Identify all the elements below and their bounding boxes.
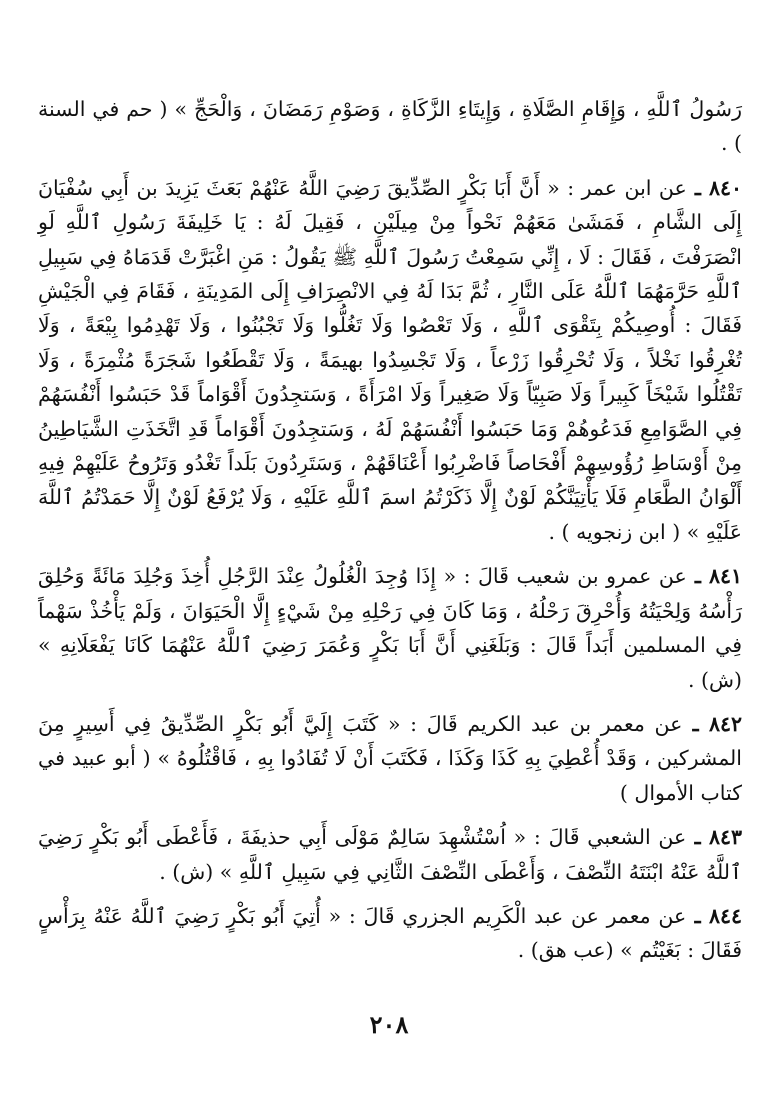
- hadith-844: ٨٤٤ ـ عن معمر عن عبد الْكَرِيم الجزري قَالَ : « أُتِيَ أَبُو بَكْرٍ رَضِيَ ٱللَّهُ عَنْهُ بِرَأْسٍ فَقَالَ : بَغَيْتُم » (عب هق) .: [38, 903, 743, 963]
- page-body: [38, 92, 742, 1072]
- hadith-text: عن عمرو بن شعيب قَالَ : « إِذَا وُجِدَ الْغُلُولُ عِنْدَ الرَّجُلِ أُخِذَ وَجُلِدَ مَائَةً وَحُلِقَ رَأْسُهُ وَلِحْيَتُهُ وَأُحْرِقَ رَحْلُهُ ، وَمَا كَانَ فِي رَحْلِهِ مِنْ شَيْءٍ إِلَّا الْحَيَوَانَ ، وَلَمْ يَأْخُذْ سَهْماً فِي المسلمين أَبَداً قَالَ : وَبَلَغَنِي أَنَّ أَبَا بَكْرٍ وَعُمَرَ رَضِيَ ٱللَّهُ عَنْهُمَا كَانَا يَفْعَلَانِهِ » (ش) .: [38, 564, 742, 692]
- hadith-number: ٨٤٤: [708, 903, 743, 928]
- page-number: ٢٠٨: [369, 1010, 409, 1039]
- hadith-number: ٨٤٣: [708, 825, 742, 850]
- hadith-number: ٨٤١: [708, 564, 743, 589]
- hadith-number: ٨٤٠: [708, 175, 743, 200]
- opening-paragraph: رَسُولُ ٱللَّهِ ، وَإِقَامِ الصَّلَاةِ ، وَإِيتَاءِ الزَّكَاةِ ، وَصَوْمِ رَمَضَانَ ، وَالْحَجِّ » ( حم في السنة ) .: [38, 97, 742, 156]
- hadith-text: عن معمر عن عبد الْكَرِيم الجزري قَالَ : « أُتِيَ أَبُو بَكْرٍ رَضِيَ ٱللَّهُ عَنْهُ بِرَأْسٍ فَقَالَ : بَغَيْتُم » (عب هق) .: [38, 903, 742, 963]
- hadith-842: ٨٤٢ ـ عن معمر بن عبد الكريم قَالَ : « كَتَبَ إِلَيَّ أَبُو بَكْرٍ الصِّدِّيقُ فِي أَسِيرٍ مِنَ المشركين ، وَقَدْ أُعْطِيَ بِهِ كَذَا وَكَذَا ، فَكَتَبَ أَنْ لَا تُفَادُوا بِهِ ، فَاقْتُلُوهُ » ( أبو عبيد في كتاب الأموال ): [38, 711, 742, 805]
- hadith-841: ٨٤١ ـ عن عمرو بن شعيب قَالَ : « إِذَا وُجِدَ الْغُلُولُ عِنْدَ الرَّجُلِ أُخِذَ وَجُلِدَ مَائَةً وَحُلِقَ رَأْسُهُ وَلِحْيَتُهُ وَأُحْرِقَ رَحْلُهُ ، وَمَا كَانَ فِي رَحْلِهِ مِنْ شَيْءٍ إِلَّا الْحَيَوَانَ ، وَلَمْ يَأْخُذْ سَهْماً فِي المسلمين أَبَداً قَالَ : وَبَلَغَنِي أَنَّ أَبَا بَكْرٍ وَعُمَرَ رَضِيَ ٱللَّهُ عَنْهُمَا كَانَا يَفْعَلَانِهِ » (ش) .: [38, 564, 743, 692]
- hadith-text: عن ابن عمر : « أَنَّ أَبَا بَكْرٍ الصِّدِّيقَ رَضِيَ اللَّهُ عَنْهُمْ بَعَثَ يَزِيدَ بن أَبِي سُفْيَانَ إِلَى الشَّامِ ، فَمَشَىٰ مَعَهُمْ نَحْواً مِنْ مِيلَيْنِ ، فَقِيلَ لَهُ : يَا خَلِيفَةَ رَسُولِ ٱللَّهِ لَوِ انْصَرَفْتَ ، فَقَالَ : لَا ، إِنِّي سَمِعْتُ رَسُولَ ٱللَّهِ ﷺ يَقُولُ : مَنِ اغْبَرَّتْ قَدَمَاهُ فِي سَبِيلِ ٱللَّهِ حَرَّمَهُمَا ٱللَّهُ عَلَى النَّارِ ، ثُمَّ بَدَا لَهُ فِي الانْصِرَافِ إِلَى المَدِينَةِ ، فَقَامَ فِي الْجَيْشِ فَقَالَ : أُوصِيكُمْ بِتَقْوَى ٱللَّهِ ، وَلَا تَعْصُوا وَلَا تَغُلُّوا وَلَا تَجْبُنُوا ، وَلَا تَهْدِمُوا بِيْعَةً ، وَلَا تُغْرِقُوا نَخْلاً ، وَلَا تُحْرِقُوا زَرْعاً ، وَلَا تَجْسِدُوا بهيمَةً ، وَلَا تَقْطَعُوا شَجَرَةً مُثْمِرَةً ، وَلَا تَقْتُلُوا شَيْخَاً كَبِيراً وَلَا صَبِيّاً وَلَا صَغِيراً وَلَا امْرَأَةً ، وَسَتجِدُونَ أَقْوَاماً قَدْ حَبَسُوا أَنْفُسَهُمْ فِي الصَّوَامِعِ فَدَعُوهُمْ وَمَا حَبَسُوا أَنْفُسَهُمْ لَهُ ، وَسَتجِدُونَ أَقْوَاماً قَدِ اتَّخَذَتِ الشَّيَاطِينُ مِنْ أَوْسَاطِ رُؤُوسِهِمْ أَفْحَاصاً فَاضْرِبُوا أَعْنَاقَهُمْ ، وَسَتَرِدُونَ بَلَداً تَغْدُو وَتَرُوحُ عَلَيْهِمْ فِيهِ أَلْوَانُ الطَّعَامِ فَلَا يَأْتِيَنَّكُمْ لَوْنٌ إِلَّا ذَكَرْتُمُ اسمَ ٱللَّهِ عَلَيْهِ ، وَلَا يُرْفَعُ لَوْنٌ إِلَّا حَمَدْتُمُ ٱللَّهَ عَلَيْهِ » ( ابن زنجويه ) .: [38, 175, 742, 544]
- hadith-text: عن معمر بن عبد الكريم قَالَ : « كَتَبَ إِلَيَّ أَبُو بَكْرٍ الصِّدِّيقُ فِي أَسِيرٍ مِنَ المشركين ، وَقَدْ أُعْطِيَ بِهِ كَذَا وَكَذَا ، فَكَتَبَ أَنْ لَا تُفَادُوا بِهِ ، فَاقْتُلُوهُ » ( أبو عبيد في كتاب الأموال ): [38, 711, 742, 805]
- hadith-843: ٨٤٣ ـ عن الشعبي قَالَ : « اُسْتُشْهِدَ سَالِمٌ مَوْلَى أَبِي حذيفَةَ ، فَأَعْطَى أَبُو بَكْرٍ رَضِيَ ٱللَّهُ عَنْهُ ابْنَتَهُ النِّصْفَ ، وَأَعْطَى النِّصْفَ الثَّانِي فِي سَبِيلِ ٱللَّهِ » (ش) .: [38, 825, 742, 884]
- hadith-840: ٨٤٠ ـ عن ابن عمر : « أَنَّ أَبَا بَكْرٍ الصِّدِّيقَ رَضِيَ اللَّهُ عَنْهُمْ بَعَثَ يَزِيدَ بن أَبِي سُفْيَانَ إِلَى الشَّامِ ، فَمَشَىٰ مَعَهُمْ نَحْواً مِنْ مِيلَيْنِ ، فَقِيلَ لَهُ : يَا خَلِيفَةَ رَسُولِ ٱللَّهِ لَوِ انْصَرَفْتَ ، فَقَالَ : لَا ، إِنِّي سَمِعْتُ رَسُولَ ٱللَّهِ ﷺ يَقُولُ : مَنِ اغْبَرَّتْ قَدَمَاهُ فِي سَبِيلِ ٱللَّهِ حَرَّمَهُمَا ٱللَّهُ عَلَى النَّارِ ، ثُمَّ بَدَا لَهُ فِي الانْصِرَافِ إِلَى المَدِينَةِ ، فَقَامَ فِي الْجَيْشِ فَقَالَ : أُوصِيكُمْ بِتَقْوَى ٱللَّهِ ، وَلَا تَعْصُوا وَلَا تَغُلُّوا وَلَا تَجْبُنُوا ، وَلَا تَهْدِمُوا بِيْعَةً ، وَلَا تُغْرِقُوا نَخْلاً ، وَلَا تُحْرِقُوا زَرْعاً ، وَلَا تَجْسِدُوا بهيمَةً ، وَلَا تَقْطَعُوا شَجَرَةً مُثْمِرَةً ، وَلَا تَقْتُلُوا شَيْخَاً كَبِيراً وَلَا صَبِيّاً وَلَا صَغِيراً وَلَا امْرَأَةً ، وَسَتجِدُونَ أَقْوَاماً قَدْ حَبَسُوا أَنْفُسَهُمْ فِي الصَّوَامِعِ فَدَعُوهُمْ وَمَا حَبَسُوا أَنْفُسَهُمْ لَهُ ، وَسَتجِدُونَ أَقْوَاماً قَدِ اتَّخَذَتِ الشَّيَاطِينُ مِنْ أَوْسَاطِ رُؤُوسِهِمْ أَفْحَاصاً فَاضْرِبُوا أَعْنَاقَهُمْ ، وَسَتَرِدُونَ بَلَداً تَغْدُو وَتَرُوحُ عَلَيْهِمْ فِيهِ أَلْوَانُ الطَّعَامِ فَلَا يَأْتِيَنَّكُمْ لَوْنٌ إِلَّا ذَكَرْتُمُ اسمَ ٱللَّهِ عَلَيْهِ ، وَلَا يُرْفَعُ لَوْنٌ إِلَّا حَمَدْتُمُ ٱللَّهَ عَلَيْهِ » ( ابن زنجويه ) .: [38, 175, 743, 544]
- hadith-text: عن الشعبي قَالَ : « اُسْتُشْهِدَ سَالِمٌ مَوْلَى أَبِي حذيفَةَ ، فَأَعْطَى أَبُو بَكْرٍ رَضِيَ ٱللَّهُ عَنْهُ ابْنَتَهُ النِّصْفَ ، وَأَعْطَى النِّصْفَ الثَّانِي فِي سَبِيلِ ٱللَّهِ » (ش) .: [38, 825, 742, 884]
- hadith-number: ٨٤٢: [708, 711, 742, 736]
